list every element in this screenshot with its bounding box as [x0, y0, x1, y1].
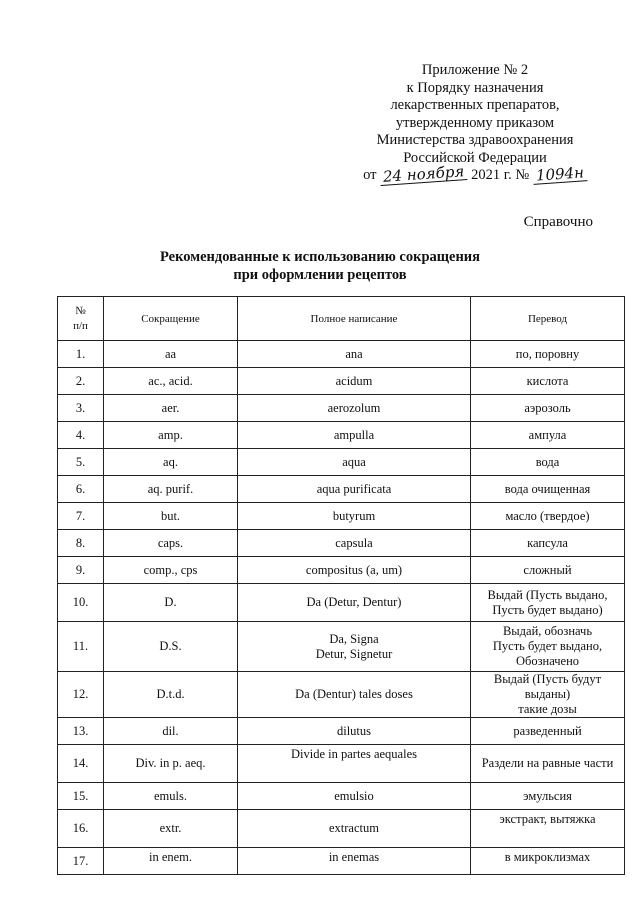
table-row [58, 341, 625, 368]
row-full-form: emulsio [238, 783, 471, 810]
row-full-form: ampulla [238, 422, 471, 449]
appendix-line: Российской Федерации [403, 149, 547, 166]
row-translation: ампула [471, 422, 625, 449]
table-row [58, 395, 625, 422]
table-row [58, 530, 625, 557]
table-row [58, 449, 625, 476]
document-title [0, 248, 640, 284]
title-line: при оформлении рецептов [233, 267, 407, 283]
row-abbreviation: aq. [104, 449, 238, 476]
row-full-form: capsula [238, 530, 471, 557]
row-number: 4. [58, 422, 104, 449]
appendix-line: утвержденному приказом [395, 114, 555, 131]
row-full-form: compositus (a, um) [238, 557, 471, 584]
appendix-line: к Порядку назначения [406, 79, 544, 96]
row-number: 8. [58, 530, 104, 557]
row-translation: эмульсия [471, 783, 625, 810]
row-full-form: aqua purificata [238, 476, 471, 503]
row-abbreviation: emuls. [104, 783, 238, 810]
table-row [58, 422, 625, 449]
row-full-form: butyrum [238, 503, 471, 530]
header-abbreviation: Сокращение [104, 297, 238, 341]
row-translation: капсула [471, 530, 625, 557]
appendix-block [340, 62, 610, 185]
row-number: 13. [58, 718, 104, 745]
date-year: 2021 г. № [471, 167, 530, 183]
row-number: 10. [58, 584, 104, 622]
row-full-form: in enemas [238, 848, 471, 875]
row-abbreviation: extr. [104, 810, 238, 848]
reference-label: Справочно [523, 214, 593, 230]
row-abbreviation: but. [104, 503, 238, 530]
row-full-form: aerozolum [238, 395, 471, 422]
table-row [58, 810, 625, 848]
row-full-form: Da, Signa Detur, Signetur [238, 622, 471, 672]
row-abbreviation: in enem. [104, 848, 238, 875]
row-number: 5. [58, 449, 104, 476]
row-translation: Раздели на равные части [471, 745, 625, 783]
row-number: 6. [58, 476, 104, 503]
row-translation: по, поровну [471, 341, 625, 368]
header-number: № п/п [58, 297, 104, 341]
abbreviations-table [57, 296, 625, 875]
row-translation: Выдай (Пусть будут выданы) такие дозы [471, 672, 625, 718]
table-row [58, 672, 625, 718]
row-translation: Выдай (Пусть выдано, Пусть будет выдано) [471, 584, 625, 622]
table-row [58, 622, 625, 672]
table-row [58, 584, 625, 622]
row-number: 2. [58, 368, 104, 395]
table-row [58, 848, 625, 875]
row-abbreviation: ac., acid. [104, 368, 238, 395]
row-full-form: acidum [238, 368, 471, 395]
row-translation: масло (твердое) [471, 503, 625, 530]
row-abbreviation: amp. [104, 422, 238, 449]
date-prefix: от [363, 167, 377, 183]
row-number: 9. [58, 557, 104, 584]
row-full-form: extractum [238, 810, 471, 848]
row-abbreviation: dil. [104, 718, 238, 745]
row-full-form: dilutus [238, 718, 471, 745]
row-abbreviation: D. [104, 584, 238, 622]
table-row [58, 368, 625, 395]
row-number: 11. [58, 622, 104, 672]
row-number: 15. [58, 783, 104, 810]
row-number: 1. [58, 341, 104, 368]
row-translation: Выдай, обозначь Пусть будет выдано, Обозначено [471, 622, 625, 672]
row-number: 14. [58, 745, 104, 783]
row-translation: вода очищенная [471, 476, 625, 503]
row-translation: сложный [471, 557, 625, 584]
appendix-line: Министерства здравоохранения [376, 132, 574, 148]
table-row [58, 476, 625, 503]
appendix-line: Приложение № 2 [421, 62, 529, 78]
row-translation: в микроклизмах [471, 848, 625, 875]
row-number: 3. [58, 395, 104, 422]
table-row [58, 745, 625, 783]
row-number: 12. [58, 672, 104, 718]
row-full-form: Da (Dentur) tales doses [238, 672, 471, 718]
row-translation: кислота [471, 368, 625, 395]
row-abbreviation: aa [104, 341, 238, 368]
header-translation: Перевод [471, 297, 625, 341]
handwritten-date: 24 ноября [380, 164, 468, 186]
row-number: 16. [58, 810, 104, 848]
table-row [58, 718, 625, 745]
row-full-form: aqua [238, 449, 471, 476]
row-abbreviation: aq. purif. [104, 476, 238, 503]
row-full-form: Divide in partes aequales [238, 745, 471, 783]
title-line: Рекомендованные к использованию сокращения [160, 249, 480, 265]
appendix-line: лекарственных препаратов, [390, 97, 560, 113]
row-translation: экстракт, вытяжка [471, 810, 625, 848]
table-row [58, 783, 625, 810]
row-abbreviation: D.S. [104, 622, 238, 672]
table-header-row [58, 297, 625, 341]
row-translation: вода [471, 449, 625, 476]
row-abbreviation: Div. in p. aeq. [104, 745, 238, 783]
date-line [340, 162, 610, 186]
table-row [58, 503, 625, 530]
header-full-form: Полное написание [238, 297, 471, 341]
row-full-form: Da (Detur, Dentur) [238, 584, 471, 622]
row-full-form: ana [238, 341, 471, 368]
row-translation: аэрозоль [471, 395, 625, 422]
table-row [58, 557, 625, 584]
row-abbreviation: D.t.d. [104, 672, 238, 718]
handwritten-order-number: 1094н [532, 165, 587, 185]
row-abbreviation: comp., cps [104, 557, 238, 584]
row-number: 17. [58, 848, 104, 875]
row-translation: разведенный [471, 718, 625, 745]
row-abbreviation: caps. [104, 530, 238, 557]
row-number: 7. [58, 503, 104, 530]
row-abbreviation: aer. [104, 395, 238, 422]
